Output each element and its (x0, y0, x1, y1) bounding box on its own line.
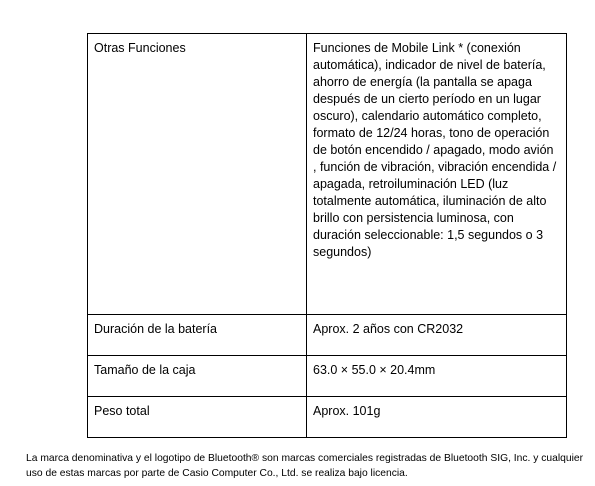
spec-label-peso-total: Peso total (88, 397, 307, 438)
spec-value-otras-funciones: Funciones de Mobile Link * (conexión automática), indicador de nivel de batería, ahorro de energía (la pantalla se apaga después de un cierto período en un lugar oscuro), calendario automático completo, formato de 12/24 horas, tono de operación de botón encendido / apagado, modo avión , función de vibración, vibración encendida / apagada, retroiluminación LED (luz totalmente automática, iluminación de alto brillo con persistencia luminosa, con duración seleccionable: 1,5 segundos o 3 segundos) (307, 34, 567, 315)
bluetooth-trademark-footnote: La marca denominativa y el logotipo de Bluetooth® son marcas comerciales registradas de Bluetooth SIG, Inc. y cualquier uso de estas marcas por parte de Casio Computer Co., Ltd. se realiza bajo licencia. (26, 453, 584, 479)
table-row (88, 356, 567, 397)
spec-value-tamano-caja: 63.0 × 55.0 × 20.4mm (307, 356, 567, 397)
table-row (88, 34, 567, 315)
spec-label-otras-funciones: Otras Funciones (88, 34, 307, 315)
spec-label-duracion-bateria: Duración de la batería (88, 315, 307, 356)
spec-value-peso-total: Aprox. 101g (307, 397, 567, 438)
spec-value-duracion-bateria: Aprox. 2 años con CR2032 (307, 315, 567, 356)
spec-label-tamano-caja: Tamaño de la caja (88, 356, 307, 397)
table-row (88, 315, 567, 356)
table-row (88, 397, 567, 438)
specifications-table (87, 33, 567, 438)
